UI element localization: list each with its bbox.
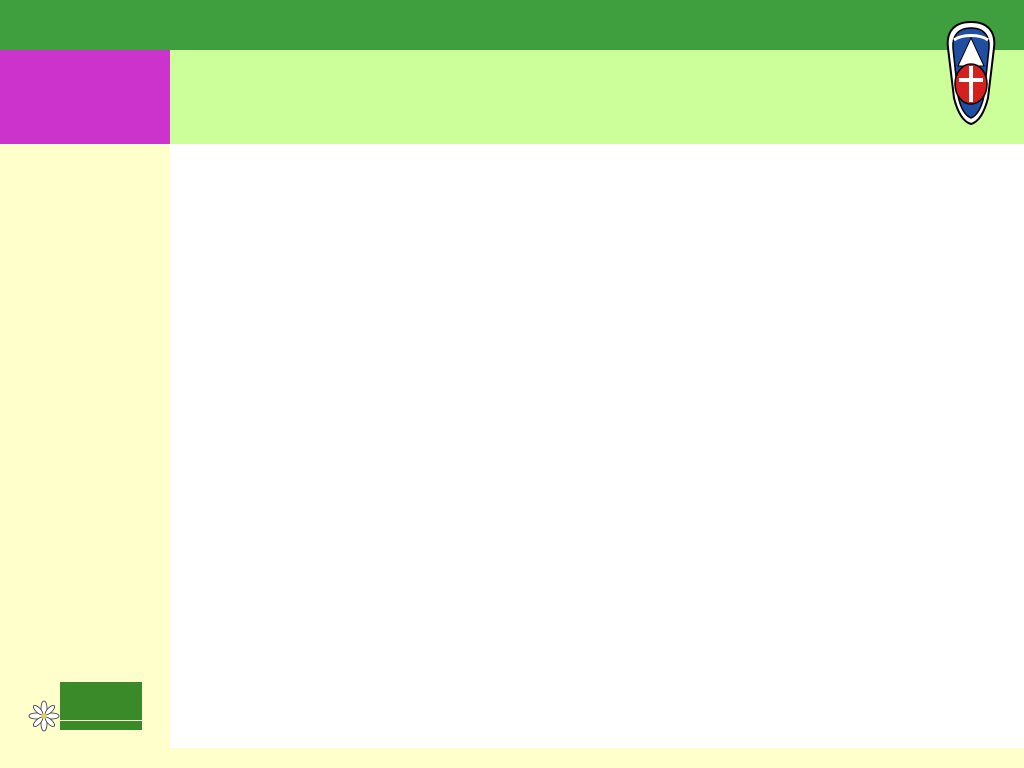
header-area — [170, 50, 1024, 144]
dav-logo — [24, 664, 144, 736]
org-title — [0, 0, 1024, 50]
top-banner — [0, 0, 1024, 50]
route-table — [178, 158, 998, 746]
sidebar-list — [0, 144, 170, 156]
edelweiss-icon — [29, 701, 59, 731]
club-logo — [944, 18, 998, 126]
section-label — [0, 50, 170, 144]
